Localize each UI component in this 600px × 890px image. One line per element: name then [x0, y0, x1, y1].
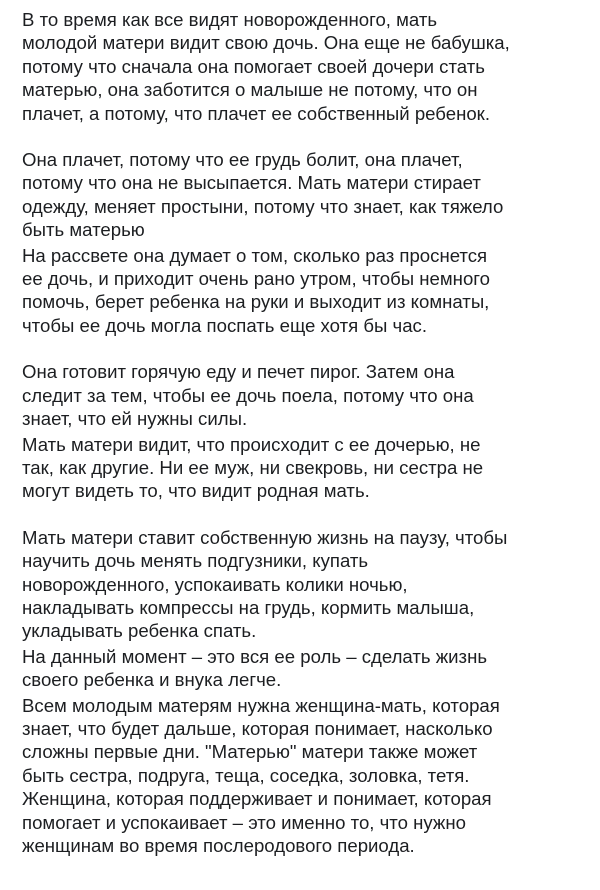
text-line: матерью, она заботится о малыше не потому, что он — [22, 79, 478, 101]
paragraph-5 — [22, 433, 582, 503]
paragraph-spacer — [22, 503, 582, 526]
paragraph-7 — [22, 645, 582, 692]
paragraph-spacer — [22, 337, 582, 360]
text-line: потому что сначала она помогает своей дочери стать — [22, 55, 485, 77]
text-line: женщинам во время послеродового периода. — [22, 835, 415, 856]
text-line: Мать матери видит, что происходит с ее дочерью, не — [22, 433, 481, 455]
text-line: помочь, берет ребенка на руки и выходит из комнаты, — [22, 291, 490, 313]
text-line: быть матерью — [22, 219, 145, 241]
text-line: знает, что ей нужны силы. — [22, 408, 248, 430]
paragraph-spacer — [22, 125, 582, 148]
text-line: следит за тем, чтобы ее дочь поела, потому что она — [22, 384, 474, 406]
text-line: чтобы ее дочь могла поспать еще хотя бы час. — [22, 314, 427, 336]
paragraph-6 — [22, 526, 582, 643]
paragraph-8 — [22, 694, 582, 858]
text-line: Женщина, которая поддерживает и понимает, которая — [22, 788, 492, 810]
text-line: своего ребенка и внука легче. — [22, 669, 282, 691]
text-line: Она готовит горячую еду и печет пирог. Затем она — [22, 361, 455, 383]
text-line: быть сестра, подруга, теща, соседка, золовка, тетя. — [22, 764, 470, 786]
text-line: накладывать компрессы на грудь, кормить малыша, — [22, 596, 475, 618]
text-line: В то время как все видят новорожденного, мать — [22, 9, 438, 30]
text-line: одежду, меняет простыни, потому что знает, как тяжело — [22, 195, 504, 217]
text-line: укладывать ребенка спать. — [22, 620, 257, 642]
text-line: Она плачет, потому что ее грудь болит, она плачет, — [22, 149, 463, 171]
text-line: сложны первые дни. "Матерью" матери также может — [22, 741, 478, 763]
text-line: молодой матери видит свою дочь. Она еще не бабушка, — [22, 32, 510, 54]
text-line: ее дочь, и приходит очень рано утром, чтобы немного — [22, 268, 491, 290]
text-line: так, как другие. Ни ее муж, ни свекровь, ни сестра не — [22, 456, 484, 478]
paragraph-2 — [22, 148, 582, 242]
text-line: На рассвете она думает о том, сколько раз проснется — [22, 244, 488, 266]
text-line: Мать матери ставит собственную жизнь на паузу, чтобы — [22, 526, 508, 548]
text-line: На данный момент – это вся ее роль – сделать жизнь — [22, 645, 488, 667]
paragraph-3 — [22, 244, 582, 338]
text-line: потому что она не высыпается. Мать матери стирает — [22, 172, 481, 194]
text-line: новорожденного, успокаивать колики ночью, — [22, 573, 408, 595]
text-line: плачет, а потому, что плачет ее собственный ребенок. — [22, 102, 490, 124]
text-line: Всем молодым матерям нужна женщина-мать, которая — [22, 694, 500, 716]
paragraph-1 — [22, 8, 582, 125]
text-line: помогает и успокаивает – это именно то, что нужно — [22, 811, 466, 833]
text-line: могут видеть то, что видит родная мать. — [22, 480, 370, 502]
text-line: научить дочь менять подгузники, купать — [22, 550, 369, 572]
text-line: знает, что будет дальше, которая понимает, насколько — [22, 717, 493, 739]
paragraph-4 — [22, 360, 582, 430]
